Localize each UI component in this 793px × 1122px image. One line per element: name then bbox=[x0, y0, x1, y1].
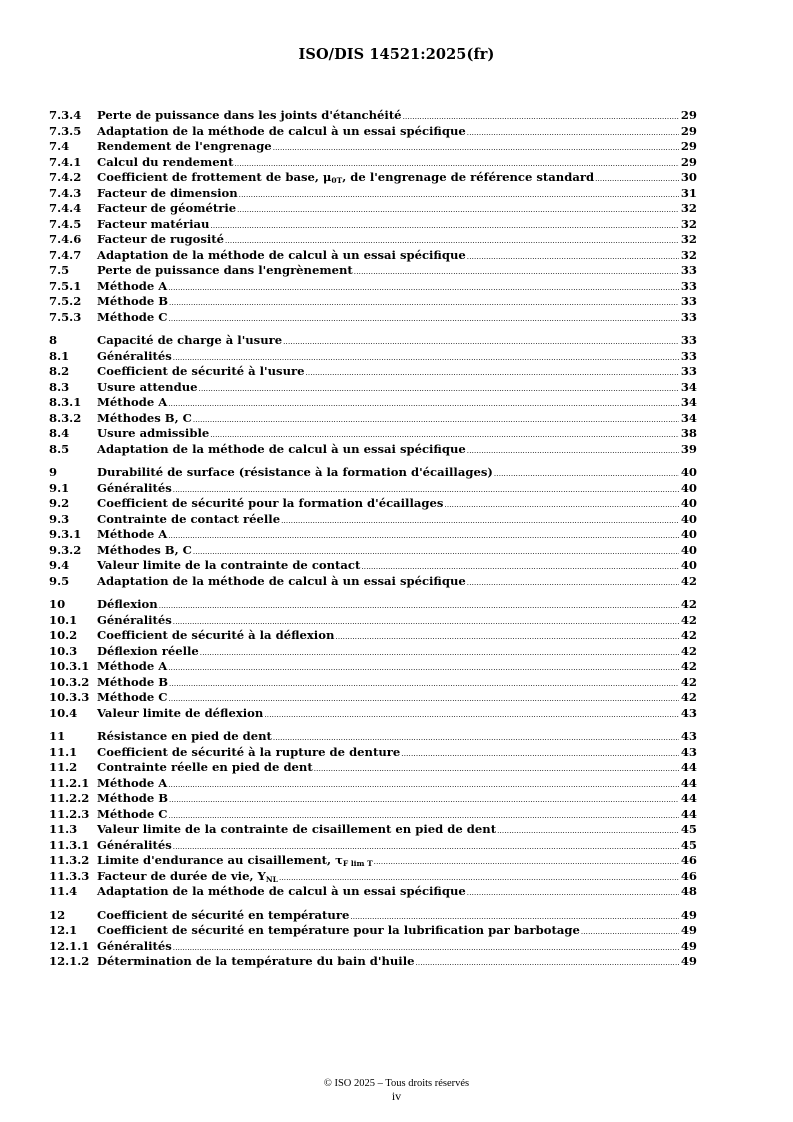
toc-entry-number: 10.3 bbox=[49, 643, 78, 658]
toc-entry-page: 42 bbox=[680, 628, 697, 642]
toc-entry-number: 8.1 bbox=[49, 348, 70, 363]
toc-entry-page: 49 bbox=[680, 954, 697, 968]
toc-entry-title: Méthode A bbox=[97, 527, 168, 541]
toc-entry[interactable] bbox=[49, 760, 697, 776]
toc-entry-page: 32 bbox=[680, 216, 697, 231]
toc-entry[interactable] bbox=[49, 279, 697, 295]
toc-entry[interactable] bbox=[49, 232, 697, 248]
toc-entry[interactable] bbox=[49, 659, 697, 675]
toc-entry-page: 33 bbox=[680, 333, 697, 347]
toc-entry-title: Adaptation de la méthode de calcul à un essai spécifique bbox=[97, 573, 466, 588]
toc-entry-page: 29 bbox=[680, 154, 697, 169]
toc-entry-page: 44 bbox=[680, 791, 697, 805]
toc-entry-number: 7.3.4 bbox=[49, 108, 82, 122]
toc-entry-number: 7.3.5 bbox=[49, 123, 82, 138]
toc-entry-number: 11.3.1 bbox=[49, 837, 90, 852]
toc-entry-number: 8.5 bbox=[49, 441, 70, 456]
toc-entry-title: Méthode B bbox=[97, 791, 169, 805]
toc-entry-page: 40 bbox=[680, 465, 697, 479]
toc-entry[interactable] bbox=[49, 465, 697, 481]
toc-entry-number: 7.5.3 bbox=[49, 309, 82, 324]
dot-leader bbox=[467, 126, 679, 142]
toc-entry-number: 7.5.2 bbox=[49, 294, 82, 308]
toc-entry-page: 44 bbox=[680, 760, 697, 774]
toc-entry-title: Méthodes B, C bbox=[97, 410, 192, 425]
toc-entry-number: 7.4.5 bbox=[49, 216, 82, 231]
toc-entry-page: 40 bbox=[680, 480, 697, 495]
toc-entry-page: 43 bbox=[680, 729, 697, 743]
toc-entry-number: 9.2 bbox=[49, 496, 70, 510]
toc-entry-title: Valeur limite de déflexion bbox=[97, 705, 264, 720]
toc-entry[interactable] bbox=[49, 675, 697, 691]
toc-entry-page: 33 bbox=[680, 294, 697, 308]
toc-entry-page: 48 bbox=[680, 884, 697, 898]
toc-entry-title: Limite d'endurance au cisaillement, $\tau_{F lim T}$ bbox=[97, 853, 373, 868]
toc-entry[interactable] bbox=[49, 426, 697, 442]
toc-entry-number: 10.3.3 bbox=[49, 690, 90, 704]
toc-entry-title: Généralités bbox=[97, 480, 172, 495]
toc-entry-page: 40 bbox=[680, 511, 697, 526]
dot-leader bbox=[200, 646, 679, 662]
dot-leader bbox=[193, 413, 679, 429]
toc-entry-number: 7.4.6 bbox=[49, 232, 82, 246]
page-footer bbox=[0, 1078, 793, 1102]
toc-entry-number: 11.2.1 bbox=[49, 775, 90, 790]
toc-entry-number: 11.3.2 bbox=[49, 853, 90, 867]
toc-entry[interactable] bbox=[49, 543, 697, 559]
toc-entry[interactable] bbox=[49, 139, 697, 155]
toc-entry-number: 9.3.2 bbox=[49, 542, 82, 557]
toc-entry-title: Coefficient de sécurité à la déflexion bbox=[97, 628, 335, 642]
toc-entry[interactable] bbox=[49, 628, 697, 644]
toc-entry-number: 11.2 bbox=[49, 760, 78, 774]
toc-entry-title: Détermination de la température du bain d'huile bbox=[97, 954, 415, 968]
toc-entry-page: 46 bbox=[680, 853, 697, 867]
toc-entry-title: Usure admissible bbox=[97, 426, 210, 440]
table-of-contents bbox=[49, 108, 697, 970]
dot-leader bbox=[264, 708, 679, 724]
toc-entry-title: Méthode A bbox=[97, 659, 168, 673]
toc-entry-page: 43 bbox=[680, 744, 697, 759]
toc-entry-title: Contrainte de contact réelle bbox=[97, 511, 281, 526]
toc-entry[interactable] bbox=[49, 380, 697, 396]
toc-entry-number: 7.4.4 bbox=[49, 201, 82, 215]
toc-entry-page: 32 bbox=[680, 232, 697, 246]
toc-entry-number: 10.3.1 bbox=[49, 659, 90, 673]
toc-entry-page: 30 bbox=[680, 170, 697, 184]
toc-entry-title: Coefficient de sécurité à la rupture de denture bbox=[97, 744, 401, 759]
toc-entry[interactable] bbox=[49, 496, 697, 512]
toc-entry[interactable] bbox=[49, 558, 697, 574]
dot-leader bbox=[199, 382, 679, 398]
dot-leader bbox=[159, 599, 679, 615]
toc-entry-number: 9.1 bbox=[49, 480, 70, 495]
toc-entry[interactable] bbox=[49, 807, 697, 823]
toc-entry[interactable] bbox=[49, 108, 697, 124]
toc-entry-page: 49 bbox=[680, 938, 697, 953]
toc-entry[interactable] bbox=[49, 729, 697, 745]
page-number: iv bbox=[391, 1089, 402, 1103]
toc-entry[interactable] bbox=[49, 294, 697, 310]
toc-entry-number: 9.5 bbox=[49, 573, 70, 588]
dot-leader bbox=[401, 747, 679, 763]
toc-entry-page: 33 bbox=[680, 263, 697, 277]
toc-entry-number: 11 bbox=[49, 729, 66, 743]
toc-entry-number: 8.3.1 bbox=[49, 395, 82, 409]
toc-entry-page: 46 bbox=[680, 868, 697, 883]
toc-entry[interactable] bbox=[49, 791, 697, 807]
toc-entry-title: Perte de puissance dans l'engrènement bbox=[97, 263, 353, 277]
toc-entry[interactable] bbox=[49, 263, 697, 279]
toc-entry-page: 40 bbox=[680, 496, 697, 510]
dot-leader bbox=[354, 265, 679, 281]
toc-entry-title: Méthode A bbox=[97, 775, 168, 790]
toc-entry[interactable] bbox=[49, 395, 697, 411]
toc-entry-page: 31 bbox=[680, 185, 697, 200]
toc-entry-page: 33 bbox=[680, 309, 697, 324]
toc-entry-title: Usure attendue bbox=[97, 379, 198, 394]
document-header bbox=[0, 46, 793, 63]
toc-entry-title: Déflexion réelle bbox=[97, 643, 199, 658]
toc-entry[interactable] bbox=[49, 170, 697, 186]
dot-leader bbox=[497, 824, 679, 840]
toc-entry-number: 12.1.1 bbox=[49, 938, 90, 953]
toc-entry-title: Coefficient de sécurité pour la formation d'écaillages bbox=[97, 496, 444, 510]
toc-entry-title: Adaptation de la méthode de calcul à un essai spécifique bbox=[97, 123, 466, 138]
toc-entry[interactable] bbox=[49, 884, 697, 900]
toc-entry-title: Coefficient de sécurité en température pour la lubrification par barbotage bbox=[97, 923, 580, 937]
toc-entry-number: 12.1 bbox=[49, 923, 78, 937]
toc-entry[interactable] bbox=[49, 954, 697, 970]
toc-entry-number: 7.4.2 bbox=[49, 170, 82, 184]
toc-entry-title: Méthode C bbox=[97, 690, 168, 704]
toc-entry-page: 40 bbox=[680, 542, 697, 557]
toc-entry-number: 10.4 bbox=[49, 705, 78, 720]
toc-entry-title: Coefficient de frottement de base, $\mu_{0T}$, de l'engrenage de référence standard bbox=[97, 170, 595, 185]
toc-entry-number: 11.2.3 bbox=[49, 806, 90, 821]
toc-entry-title: Facteur de durée de vie, $Y_{NL}$ bbox=[97, 868, 278, 884]
toc-entry-page: 42 bbox=[680, 674, 697, 689]
toc-entry-number: 7.4.1 bbox=[49, 154, 82, 169]
toc-entry-title: Adaptation de la méthode de calcul à un essai spécifique bbox=[97, 441, 466, 456]
dot-leader bbox=[444, 498, 678, 514]
toc-entry-page: 33 bbox=[680, 364, 697, 378]
dot-leader bbox=[273, 141, 679, 157]
toc-entry[interactable] bbox=[49, 512, 697, 528]
toc-entry-title: Rendement de l'engrenage bbox=[97, 139, 272, 153]
toc-entry-number: 12.1.2 bbox=[49, 954, 90, 968]
dot-leader bbox=[467, 576, 679, 592]
toc-entry-page: 45 bbox=[680, 837, 697, 852]
toc-entry-title: Durabilité de surface (résistance à la formation d'écaillages) bbox=[97, 465, 493, 479]
toc-entry-title: Déflexion bbox=[97, 597, 158, 611]
toc-entry-page: 40 bbox=[680, 527, 697, 541]
toc-entry-page: 44 bbox=[680, 806, 697, 821]
dot-leader bbox=[374, 855, 679, 871]
toc-entry[interactable] bbox=[49, 155, 697, 171]
toc-entry[interactable] bbox=[49, 481, 697, 497]
dot-leader bbox=[281, 514, 679, 530]
toc-entry-number: 10.1 bbox=[49, 612, 78, 627]
toc-entry[interactable] bbox=[49, 908, 697, 924]
toc-entry-number: 8 bbox=[49, 333, 58, 347]
toc-entry-page: 29 bbox=[680, 108, 697, 122]
toc-entry-page: 42 bbox=[680, 659, 697, 673]
toc-entry[interactable] bbox=[49, 706, 697, 722]
toc-entry[interactable] bbox=[49, 613, 697, 629]
dot-leader bbox=[168, 661, 679, 677]
toc-entry-title: Résistance en pied de dent bbox=[97, 729, 272, 743]
toc-entry-page: 44 bbox=[680, 775, 697, 790]
toc-entry[interactable] bbox=[49, 939, 697, 955]
toc-entry-number: 8.3.2 bbox=[49, 410, 82, 425]
dot-leader bbox=[314, 762, 679, 778]
toc-entry-page: 42 bbox=[680, 643, 697, 658]
toc-entry-number: 11.4 bbox=[49, 884, 78, 898]
toc-entry-number: 10 bbox=[49, 597, 66, 611]
toc-entry-title: Capacité de charge à l'usure bbox=[97, 333, 283, 347]
toc-entry-number: 10.2 bbox=[49, 628, 78, 642]
toc-entry-title: Généralités bbox=[97, 837, 172, 852]
toc-entry-page: 42 bbox=[680, 690, 697, 704]
toc-entry-number: 11.1 bbox=[49, 744, 78, 759]
toc-entry[interactable] bbox=[49, 690, 697, 706]
dot-leader bbox=[169, 296, 679, 312]
toc-entry-title: Valeur limite de la contrainte de contact bbox=[97, 558, 361, 572]
toc-entry-page: 38 bbox=[680, 426, 697, 440]
dot-leader bbox=[581, 925, 679, 941]
toc-entry-number: 7.4 bbox=[49, 139, 70, 153]
document-id: ISO/DIS 14521:2025(fr) bbox=[298, 46, 495, 63]
toc-entry-number: 9.3 bbox=[49, 511, 70, 526]
dot-leader bbox=[595, 172, 679, 188]
toc-entry-page: 49 bbox=[680, 923, 697, 937]
toc-entry-number: 7.4.7 bbox=[49, 247, 82, 262]
toc-entry-title: Facteur matériau bbox=[97, 216, 210, 231]
toc-entry-number: 8.3 bbox=[49, 379, 70, 394]
toc-entry-page: 40 bbox=[680, 558, 697, 572]
toc-entry[interactable] bbox=[49, 333, 697, 349]
toc-entry-title: Méthode C bbox=[97, 806, 168, 821]
toc-entry-page: 29 bbox=[680, 123, 697, 138]
toc-entry-number: 11.2.2 bbox=[49, 791, 90, 805]
dot-leader bbox=[168, 281, 679, 297]
toc-entry[interactable] bbox=[49, 527, 697, 543]
toc-entry[interactable] bbox=[49, 248, 697, 264]
toc-entry-title: Méthode A bbox=[97, 395, 168, 409]
toc-entry[interactable] bbox=[49, 574, 697, 590]
toc-entry-page: 33 bbox=[680, 348, 697, 363]
toc-entry-title: Facteur de rugosité bbox=[97, 232, 225, 246]
toc-entry-number: 10.3.2 bbox=[49, 674, 90, 689]
toc-entry[interactable] bbox=[49, 186, 697, 202]
toc-entry[interactable] bbox=[49, 310, 697, 326]
toc-entry-number: 8.2 bbox=[49, 364, 70, 378]
toc-entry[interactable] bbox=[49, 745, 697, 761]
toc-entry[interactable] bbox=[49, 776, 697, 792]
dot-leader bbox=[168, 397, 679, 413]
toc-entry-title: Généralités bbox=[97, 348, 172, 363]
toc-entry-title: Méthodes B, C bbox=[97, 542, 192, 557]
dot-leader bbox=[168, 312, 678, 328]
toc-entry-title: Calcul du rendement bbox=[97, 154, 234, 169]
toc-entry[interactable] bbox=[49, 869, 697, 885]
toc-entry[interactable] bbox=[49, 597, 697, 613]
toc-entry[interactable] bbox=[49, 364, 697, 380]
toc-entry[interactable] bbox=[49, 442, 697, 458]
copyright-notice: © ISO 2025 – Tous droits réservés bbox=[323, 1078, 470, 1089]
toc-entry[interactable] bbox=[49, 411, 697, 427]
toc-entry-title: Adaptation de la méthode de calcul à un essai spécifique bbox=[97, 884, 466, 898]
toc-entry[interactable] bbox=[49, 217, 697, 233]
toc-entry-page: 42 bbox=[680, 573, 697, 588]
toc-entry-number: 9.3.1 bbox=[49, 527, 82, 541]
toc-entry-number: 9 bbox=[49, 465, 58, 479]
toc-entry-number: 7.4.3 bbox=[49, 185, 82, 200]
dot-leader bbox=[305, 366, 678, 382]
toc-entry[interactable] bbox=[49, 838, 697, 854]
toc-entry[interactable] bbox=[49, 644, 697, 660]
toc-entry-page: 34 bbox=[680, 410, 697, 425]
dot-leader bbox=[467, 886, 679, 902]
toc-entry-page: 34 bbox=[680, 395, 697, 409]
toc-entry-page: 43 bbox=[680, 705, 697, 720]
toc-entry-page: 33 bbox=[680, 278, 697, 293]
toc-entry[interactable] bbox=[49, 853, 697, 869]
toc-entry-title: Coefficient de sécurité à l'usure bbox=[97, 364, 305, 378]
dot-leader bbox=[169, 793, 679, 809]
dot-leader bbox=[415, 956, 678, 972]
symbol-subscript: F lim T bbox=[342, 859, 373, 868]
symbol-subscript: NL bbox=[265, 874, 278, 884]
toc-entry-page: 32 bbox=[680, 201, 697, 215]
dot-leader bbox=[168, 778, 679, 794]
dot-leader bbox=[467, 444, 679, 460]
dot-leader bbox=[467, 250, 679, 266]
toc-entry[interactable] bbox=[49, 201, 697, 217]
toc-entry-page: 49 bbox=[680, 907, 697, 922]
toc-entry-title: Méthode C bbox=[97, 309, 168, 324]
toc-entry-title: Généralités bbox=[97, 612, 172, 627]
toc-entry-title: Généralités bbox=[97, 938, 172, 953]
toc-entry-number: 12 bbox=[49, 907, 66, 922]
toc-entry-title: Méthode A bbox=[97, 278, 168, 293]
dot-leader bbox=[239, 188, 679, 204]
toc-entry[interactable] bbox=[49, 822, 697, 838]
dot-leader bbox=[237, 203, 679, 219]
dot-leader bbox=[169, 677, 679, 693]
toc-entry[interactable] bbox=[49, 349, 697, 365]
toc-entry[interactable] bbox=[49, 124, 697, 140]
toc-entry-page: 39 bbox=[680, 441, 697, 456]
toc-entry-page: 32 bbox=[680, 247, 697, 262]
toc-entry-number: 7.5 bbox=[49, 263, 70, 277]
toc-entry-page: 42 bbox=[680, 597, 697, 611]
toc-entry-number: 11.3.3 bbox=[49, 868, 90, 883]
dot-leader bbox=[210, 219, 678, 235]
toc-entry-title: Facteur de dimension bbox=[97, 185, 238, 200]
toc-entry-page: 34 bbox=[680, 379, 697, 394]
dot-leader bbox=[494, 467, 679, 483]
toc-entry[interactable] bbox=[49, 923, 697, 939]
toc-entry-title: Coefficient de sécurité en température bbox=[97, 907, 350, 922]
dot-leader bbox=[335, 630, 678, 646]
toc-entry-number: 7.5.1 bbox=[49, 278, 82, 293]
toc-entry-page: 45 bbox=[680, 822, 697, 836]
toc-entry-title: Méthode B bbox=[97, 294, 169, 308]
toc-entry-title: Valeur limite de la contrainte de cisaillement en pied de dent bbox=[97, 822, 497, 836]
dot-leader bbox=[283, 335, 679, 351]
toc-entry-title: Méthode B bbox=[97, 674, 169, 689]
toc-entry-title: Facteur de géométrie bbox=[97, 201, 237, 215]
symbol-subscript: 0T bbox=[331, 176, 343, 185]
toc-entry-page: 42 bbox=[680, 612, 697, 627]
toc-entry-number: 9.4 bbox=[49, 558, 70, 572]
toc-entry-title: Perte de puissance dans les joints d'étanchéité bbox=[97, 108, 402, 122]
toc-entry-title: Contrainte réelle en pied de dent bbox=[97, 760, 313, 774]
dot-leader bbox=[168, 529, 679, 545]
toc-entry-number: 11.3 bbox=[49, 822, 78, 836]
toc-entry-number: 8.4 bbox=[49, 426, 70, 440]
toc-entry-title: Adaptation de la méthode de calcul à un essai spécifique bbox=[97, 247, 466, 262]
toc-entry-page: 29 bbox=[680, 139, 697, 153]
